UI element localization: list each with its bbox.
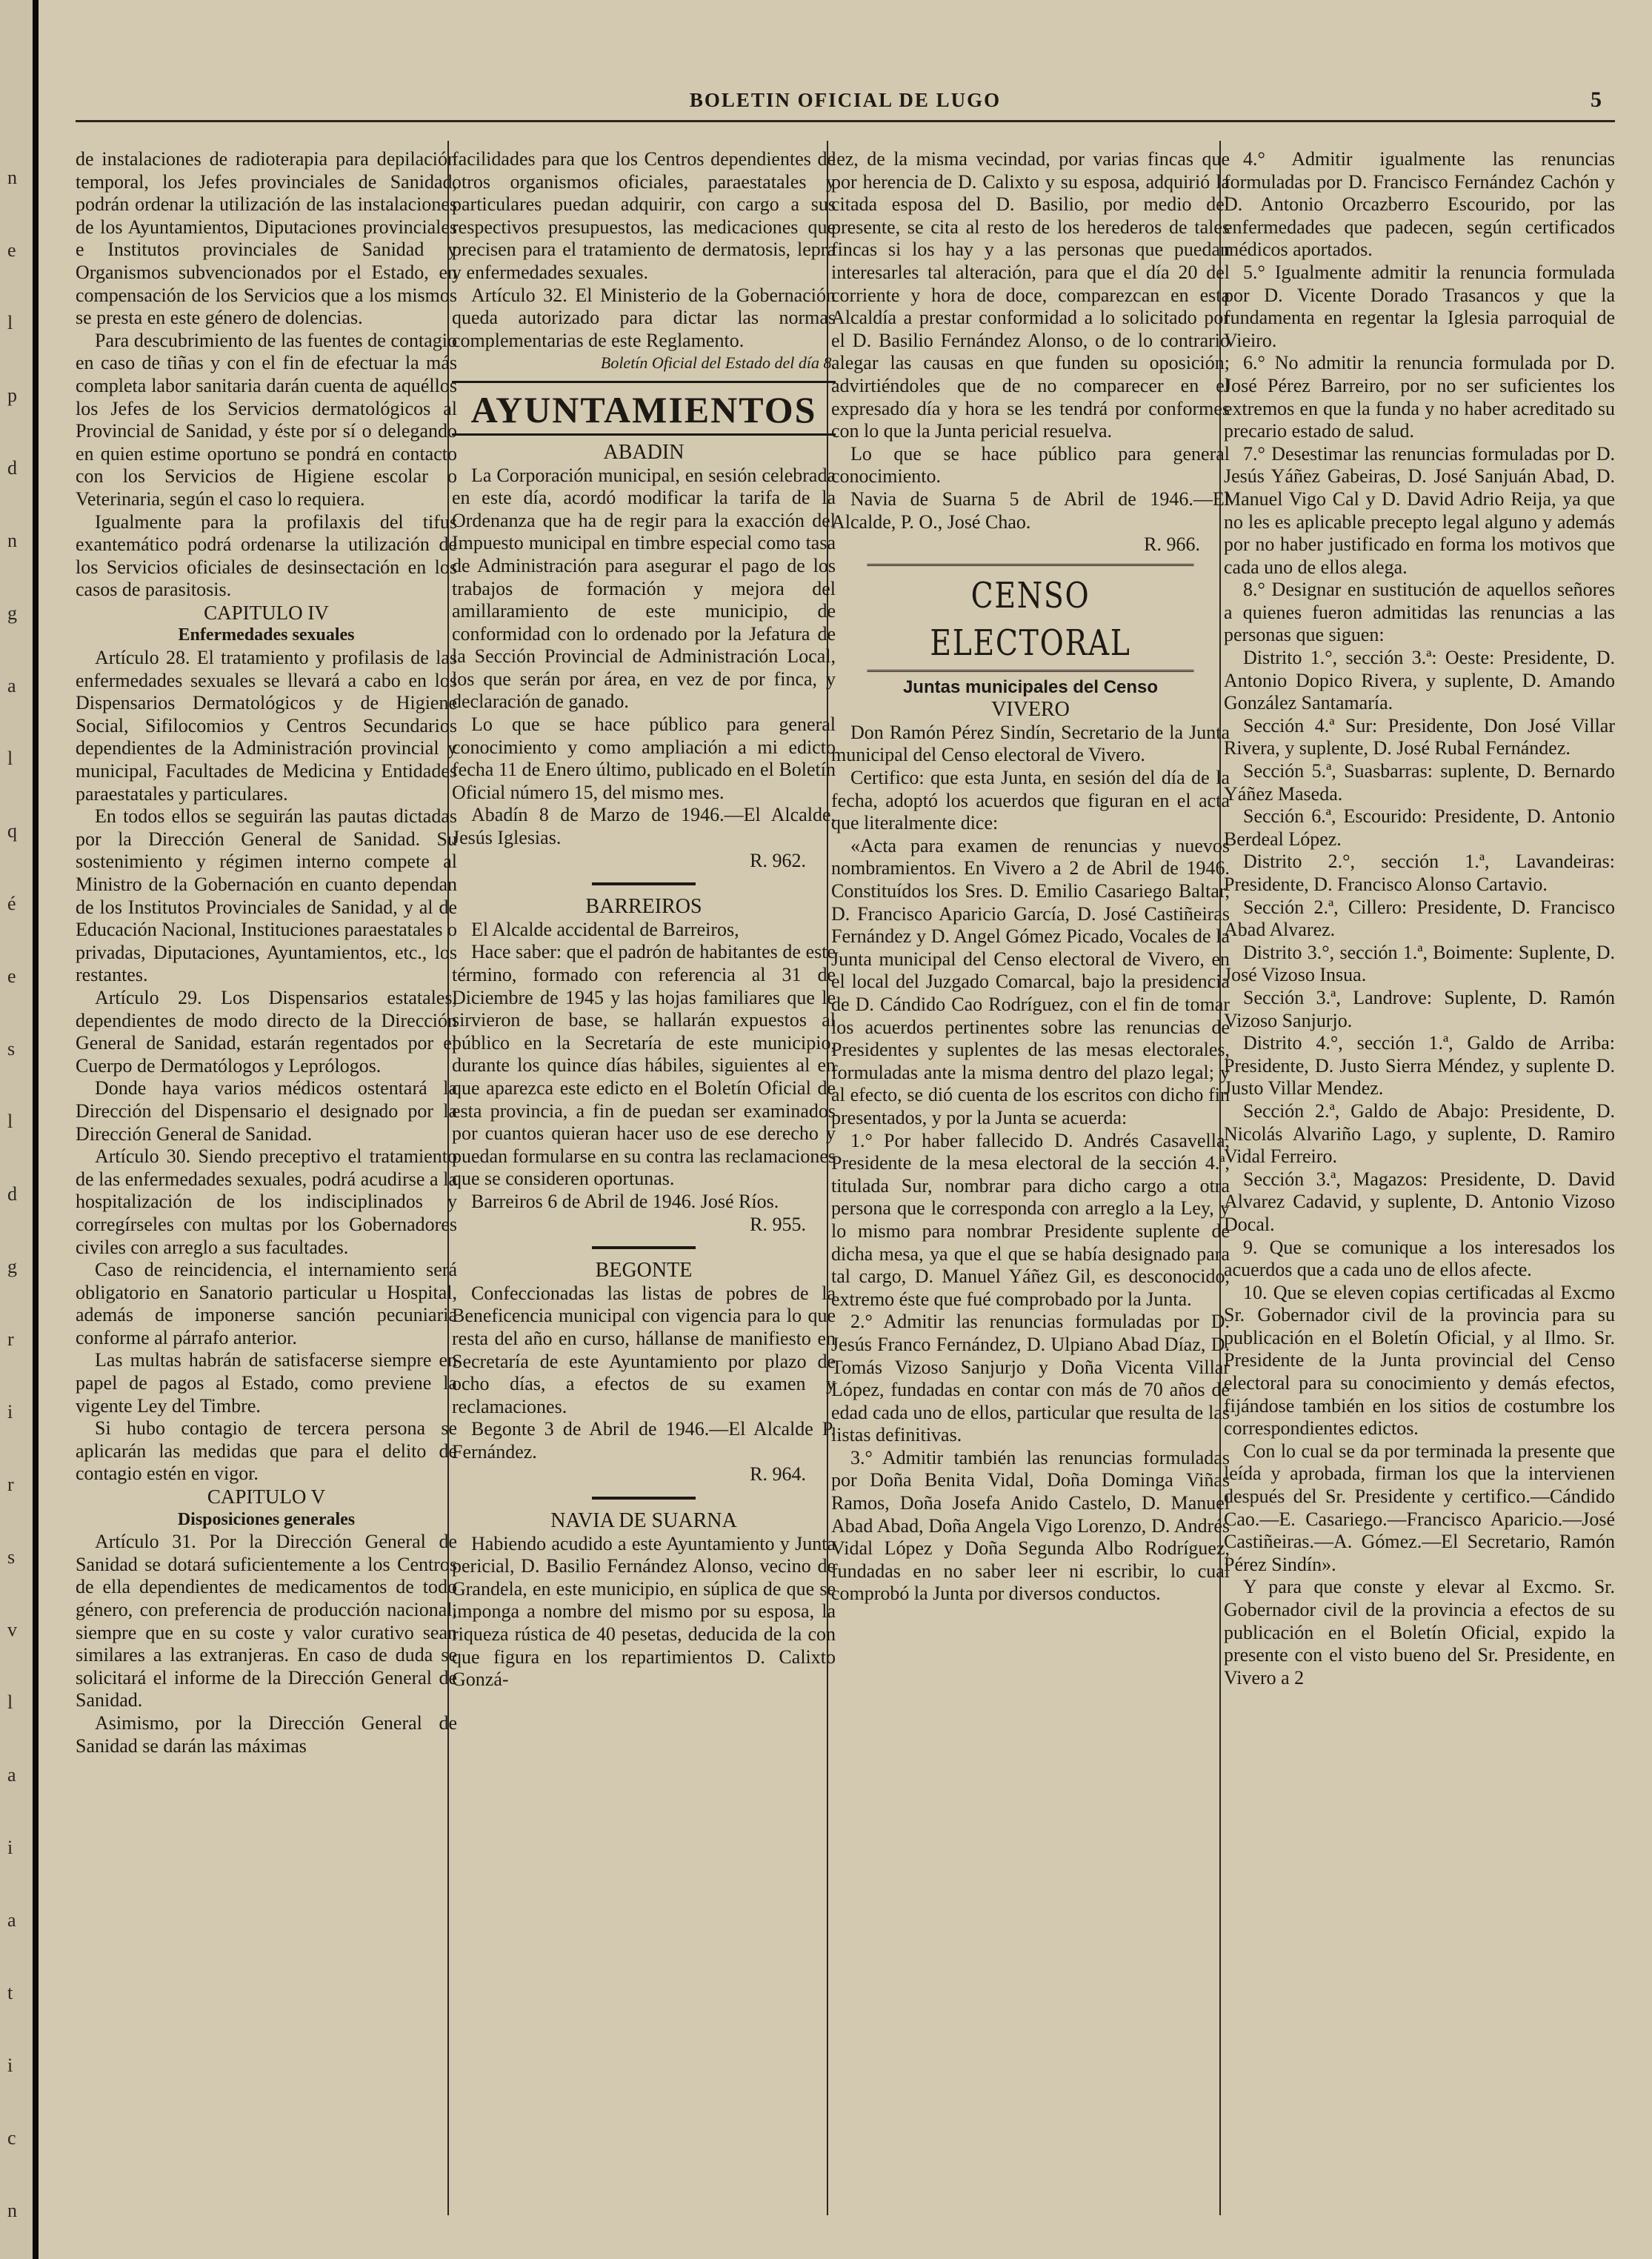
paragraph: El Alcalde accidental de Barreiros, [471,918,739,940]
paragraph: 10. Que se eleven copias certificadas al Excmo Sr. Gobernador civil de la provincia para su publicación en el Boletín Oficial, y al Ilmo. Sr. Presidente de la Junta provincial del Censo electoral para su conocimiento y demás efectos, fijándose también en los sitios de costumbre los correspondientes edictos. [1224,1281,1615,1440]
paragraph: 9. Que se comunique a los interesados los acuerdos que a cada uno de ellos afecte. [1224,1236,1615,1281]
paragraph: La Corporación municipal, en sesión celebrada en este día, acordó modificar la tarifa de la Ordenanza que ha de regir para la exacción del Impuesto municipal en timbre especial como tasa de Administración para asegurar el pago de los trabajos de formación y mejora del amillaramiento de este municipio, de conformidad con lo ordenado por la Jefatura de la Sección Provincial de Administración Local, los que serán por área, en vez de por finca, y declaración de ganado. [452,464,836,713]
paragraph: Sección 2.ª, Cillero: Presidente, D. Francisco Abad Alvarez. [1224,896,1615,941]
paragraph: Hace saber: que el padrón de habitantes de este término, formado con referencia al 31 de Diciembre de 1945 y las hojas familiares que le sirvieron de base, se hallarán expuestos al público en la Secretaría de este municipio, durante los quince días hábiles, siguientes al en que aparezca este edicto en el Boletín Oficial de esta provincia, a fin de puedan ser examinados por cuantos quieran hacer uso de ese derecho y puedan formularse en su contra las reclamaciones que se consideren oportunas. [452,941,836,1190]
paragraph: Sección 6.ª, Escourido: Presidente, D. Antonio Berdeal López. [1224,805,1615,850]
chapter-subheading: Disposiciones generales [177,1509,356,1529]
paragraph: «Acta para examen de renuncias y nuevos nombramientos. En Vivero a 2 de Abril de 1946. Constituídos los Sres. D. Emilio Casariego Baltar, D. Francisco Aparicio García, D. José Castiñeiras Fernández y D. Angel Gómez Picado, Vocales de la Junta municipal del Censo electoral de Vivero, en el local del Juzgado Comarcal, bajo la presidencia de D. Cándido Cao Rodríguez, con el fin de tomar los acuerdos pertinentes sobre las renuncias de Presidentes y suplentes de las mesas electorales, formuladas ante la misma dentro del plazo legal; y al efecto, se dió cuenta de los escritos con dicho fin presentados, y por la Junta se acuerda: [831,834,1230,1128]
source-note: Boletín Oficial del Estado del día 8. [600,353,836,373]
separator [592,1246,696,1249]
edge-letter: e [7,965,16,987]
edge-letter: s [7,1546,16,1568]
paragraph: 8.° Designar en sustitución de aquellos señores a quienes fueron admitidas las renuncias a las personas que siguen: [1224,579,1615,646]
edge-letter: l [7,748,13,769]
column-1 [76,148,457,1757]
paragraph: Habiendo acudido a este Ayuntamiento y Junta pericial, D. Basilio Fernández Alonso, vecino de Grandela, en este municipio, en súplica de que se imponga a nombre del mismo por su esposa, la riqueza rústica de 40 pesetas, deducida de la con que figura en los repartimientos D. Calixto Gonzá- [452,1532,836,1691]
edge-letter: v [7,1619,17,1640]
column-4 [1224,148,1615,1689]
reference-number: R. 966. [1144,533,1200,556]
paragraph: Las multas habrán de satisfacerse siempre en papel de pagos al Estado, como previene la vigente Ley del Timbre. [76,1349,457,1417]
paragraph: Artículo 30. Siendo preceptivo el tratamiento de las enfermedades sexuales, podrá acudirse a la hospitalización de los indisciplinados y corregírseles con multas por los Gobernadores civiles con arreglo a sus facultades. [76,1145,457,1258]
paragraph: 4.° Admitir igualmente las renuncias formuladas por D. Francisco Fernández Cachón y D. Antonio Orcazberro Escourido, por las enfermedades que padecen, según certificados médicos aportados. [1224,148,1615,261]
chapter-subheading: Enfermedades sexuales [178,625,355,645]
reference-number: R. 964. [750,1463,806,1486]
paragraph: En todos ellos se seguirán las pautas dictadas por la Dirección General de Sanidad. Su sostenimiento y régimen interno compete al Ministro de la Gobernación en cuanto dependan de los Institutos Provinciales de Sanidad, y al de Educación Nacional, Instituciones paraestatales o privadas, Diputaciones, Ayuntamientos, etc., los restantes. [76,805,457,986]
edge-letter: q [7,820,17,842]
section-heading-censo-electoral: CENSO ELECTORAL [867,564,1193,672]
paragraph: Begonte 3 de Abril de 1946.—El Alcalde P. Fernández. [452,1418,836,1463]
edge-letter: p [7,385,17,406]
previous-page-edge [0,0,33,2259]
municipality-title: NAVIA DE SUARNA [550,1509,737,1533]
paragraph: 2.° Admitir las renuncias formuladas por D. Jesús Franco Fernández, D. Ulpiano Abad Díaz, D. Tomás Vizoso Sanjurjo y Doña Vicenta Villar López, fundadas en contar con más de 70 años de edad cada uno de ellos, particular que resulta de las listas definitivas. [831,1311,1230,1446]
paragraph: Distrito 1.°, sección 3.ª: Oeste: Presidente, D. Antonio Dopico Rivera, y suplente, D. Amando González Santamaría. [1224,647,1615,714]
reference-number: R. 962. [750,849,806,871]
reference-number: R. 955. [750,1213,806,1235]
edge-letter: t [7,1982,13,2003]
section-heading-ayuntamientos: AYUNTAMIENTOS [452,381,836,436]
edge-letter: n [7,167,17,188]
paragraph: Para descubrimiento de las fuentes de contagio en caso de tiñas y con el fin de efectuar la más completa labor sanitaria darán cuenta de aquéllos los Jefes de los Servicios dermatológicos al Provincial de Sanidad, y éste por sí o delegando en quien estime oportuno se pondrá en contacto con los Servicios de Higiene escolar o Veterinaria, según el caso lo requiera. [76,329,457,510]
column-2 [452,148,836,1691]
edge-letter: n [7,530,17,551]
paragraph: Sección 5.ª, Suasbarras: suplente, D. Bernardo Yáñez Maseda. [1224,760,1615,805]
paragraph: Abadín 8 de Marzo de 1946.—El Alcalde, Jesús Iglesias. [452,804,836,849]
paragraph: lez, de la misma vecindad, por varias fincas que por herencia de D. Calixto y su esposa, adquirió la citada esposa del D. Basilio, por medio del presente, se cita al resto de los herederos de tales fincas si los hay y a las personas que puedan interesarles tal alteración, para que el día 20 del corriente y hora de doce, comparezcan en esta Alcaldía a prestar conformidad a lo solicitado por el D. Basilio Fernández Alonso, o de lo contrario alegar las causas en que funden su oposición; advirtiéndoles que de no comparecer en el expresado día y hora se les tendrá por conformes con lo que la Junta pericial resuelva. [831,148,1230,442]
paragraph: Artículo 28. El tratamiento y profilasis de las enfermedades sexuales se llevará a cabo en los Dispensarios Dermatológicos y de Higiene Social, Sifilocomios y Centros Secundarios dependientes de la Administración provincial y municipal, Facultades de Medicina y Entidades paraestatales y particulares. [76,647,457,805]
paragraph: Distrito 4.°, sección 1.ª, Galdo de Arriba: Presidente, D. Justo Sierra Méndez, y suplente D. Justo Villar Mendez. [1224,1032,1615,1099]
edge-letter: i [7,1837,13,1858]
column-3 [831,148,1230,1606]
edge-letter: a [7,1909,16,1931]
paragraph: Sección 2.ª, Galdo de Abajo: Presidente, D. Nicolás Alvariño Lago, y suplente, D. Ramiro Vidal Ferreiro. [1224,1099,1615,1168]
paragraph: Con lo cual se da por terminada la presente que leída y aprobada, firman los que la intervienen después del Sr. Presidente y certifico.—Cándido Cao.—E. Casariego.—Francisco Aparicio.—José Castiñeiras.—A. Gómez.—El Secretario, Ramón Pérez Sindín». [1224,1440,1615,1575]
paragraph: Caso de reincidencia, el internamiento será obligatorio en Sanatorio particular u Hospital, además de imponerse sanción pecuniaria conforme al párrafo anterior. [76,1259,457,1348]
paragraph: Donde haya varios médicos ostentará la Dirección del Dispensario el designado por la Dirección General de Sanidad. [76,1077,457,1145]
separator [592,1497,696,1500]
edge-letter: d [7,1183,17,1205]
paragraph: Artículo 31. Por la Dirección General de Sanidad se dotará suficientemente a los Centros de ella dependientes de medicamentos de todo género, con preferencia de producción nacional, siempre que en su coste y valor curativo sean similares a las extranjeras. En caso de duda se solicitará el informe de la Dirección General de Sanidad. [76,1531,457,1711]
edge-letter: é [7,893,16,914]
paragraph: Certifico: que esta Junta, en sesión del día de la fecha, adoptó los acuerdos que figuran en el acta que literalmente dice: [831,767,1230,834]
edge-letter: e [7,239,16,261]
edge-letter: r [7,1328,14,1350]
newspaper-page [39,0,1652,2259]
municipality-title: BEGONTE [595,1259,693,1282]
paragraph: Distrito 3.°, sección 1.ª, Boimente: Suplente, D. José Vizoso Insua. [1224,941,1615,986]
edge-letter: a [7,675,16,696]
edge-letter: g [7,602,17,624]
edge-letter: c [7,2127,16,2149]
edge-letter: i [7,2055,13,2076]
municipality-title: VIVERO [991,698,1070,722]
chapter-heading: CAPITULO V [207,1486,326,1508]
page-header [76,83,1615,122]
edge-letter: g [7,1256,17,1277]
paragraph: 6.° No admitir la renuncia formulada por D. José Pérez Barreiro, por no ser suficientes los extremos en que la funda y no haber acreditado su precario estado de salud. [1224,352,1615,442]
edge-letter: l [7,312,13,333]
paragraph: 7.° Desestimar las renuncias formuladas por D. Jesús Yáñez Gabeiras, D. José Sanjuán Abad, D. Manuel Vigo Cal y D. David Adrio Reija, ya que no les es aplicable precepto legal alguno y además por no haber justificado en forma los motivos que cada uno de ellos alega. [1224,442,1615,578]
edge-letter: r [7,1474,14,1495]
paragraph: 1.° Por haber fallecido D. Andrés Casavella, Presidente de la mesa electoral de la sección 4.ª, titulada Sur, nombrar para dicho cargo a otra persona que le corresponda con arreglo a la Ley, y lo mismo para nombrar Presidente suplente de dicha mesa, ya que el que se había designado para tal cargo, D. Manuel Yáñez Gil, es desconocido, extremo éste que fué comprobado por la Junta. [831,1129,1230,1310]
municipality-title: BARREIROS [585,895,702,919]
paragraph: 5.° Igualmente admitir la renuncia formulada por D. Vicente Dorado Trasancos y que la fundamenta en regentar la Iglesia parroquial de Vieiro. [1224,261,1615,351]
paragraph: facilidades para que los Centros dependientes de otros organismos oficiales, paraestatales y particulares puedan adquirir, con cargo a sus respectivos presupuestos, las medicaciones que precisen para el tratamiento de dermatosis, lepra y enfermedades sexuales. [452,148,836,283]
paragraph: 3.° Admitir también las renuncias formuladas por Doña Benita Vidal, Doña Dominga Viñas Ramos, Doña Josefa Anido Castelo, D. Manuel Abad Abad, Doña Angela Vigo Lorenzo, D. Andrés Vidal López y Doña Segunda Albo Rodríguez, fundadas en no saber leer ni escribir, lo cual comprobó la Junta por diversos conductos. [831,1446,1230,1605]
edge-letter: n [7,2200,17,2221]
paragraph: Sección 3.ª, Magazos: Presidente, D. David Alvarez Cadavid, y suplente, D. Antonio Vizoso Docal. [1224,1168,1615,1235]
paragraph: Igualmente para la profilaxis del tifus exantemático podrá ordenarse la utilización de los Servicios oficiales de desinsectación en los casos de parasitosis. [76,510,457,601]
paragraph: Distrito 2.°, sección 1.ª, Lavandeiras: Presidente, D. Francisco Alonso Cartavio. [1224,851,1615,895]
paragraph: Artículo 29. Los Dispensarios estatales, dependientes de modo directo de la Dirección General de Sanidad, estarán regentados por el Cuerpo de Dermatólogos y Leprólogos. [76,986,457,1077]
paragraph: Lo que se hace público para general conocimiento. [831,442,1230,488]
chapter-heading: CAPITULO IV [204,601,329,624]
page-title: BOLETIN OFICIAL DE LUGO [689,89,1002,111]
paragraph: Y para que conste y elevar al Excmo. Sr. Gobernador civil de la provincia a efectos de su publicación en el Boletín Oficial, expido la presente con el visto bueno del Sr. Presidente, en Vivero a 2 [1224,1576,1615,1689]
separator [592,882,696,885]
paragraph: Navia de Suarna 5 de Abril de 1946.—El Alcalde, P. O., José Chao. [831,488,1230,533]
paragraph: Sección 3.ª, Landrove: Suplente, D. Ramón Vizoso Sanjurjo. [1224,986,1615,1031]
paragraph: Don Ramón Pérez Sindín, Secretario de la Junta municipal del Censo electoral de Vivero. [831,721,1230,766]
edge-letter: a [7,1764,16,1786]
edge-letter: i [7,1401,13,1423]
page-number: 5 [1591,87,1602,112]
paragraph: Barreiros 6 de Abril de 1946. José Ríos. [471,1190,779,1212]
paragraph: de instalaciones de radioterapia para depilación temporal, los Jefes provinciales de Sanidad, podrán ordenar la utilización de las instalaciones de los Ayuntamientos, Diputaciones provinciales e Institutos provinciales de Sanidad y Organismos subvencionados por el Estado, en compensación de los Servicios que a los mismos se presta en este género de dolencias. [76,148,457,329]
municipality-title: ABADIN [603,440,685,464]
paragraph: Artículo 32. El Ministerio de la Gobernación queda autorizado para dictar las normas complementarias de este Reglamento. [452,284,836,351]
edge-letter: l [7,1111,13,1132]
edge-letter: l [7,1691,13,1713]
edge-letter: s [7,1038,16,1059]
paragraph: Confeccionadas las listas de pobres de la Beneficencia municipal con vigencia para lo que resta del año en curso, hállanse de manifiesto en Secretaría de este Ayuntamiento por plazo de ocho días, a efectos de su examen y reclamaciones. [452,1282,836,1417]
section-subheading: Juntas municipales del Censo [902,676,1159,697]
paragraph: Sección 4.ª Sur: Presidente, Don José Villar Rivera, y suplente, D. José Rubal Fernández. [1224,714,1615,759]
paragraph: Asimismo, por la Dirección General de Sanidad se darán las máximas [76,1711,457,1757]
paragraph: Si hubo contagio de tercera persona se aplicarán las medidas que para el delito de contagio estén en vigor. [76,1417,457,1485]
paragraph: Lo que se hace público para general conocimiento y como ampliación a mi edicto fecha 11 de Enero último, publicado en el Boletín Oficial número 15, del mismo mes. [452,713,836,803]
edge-letter: d [7,457,17,479]
